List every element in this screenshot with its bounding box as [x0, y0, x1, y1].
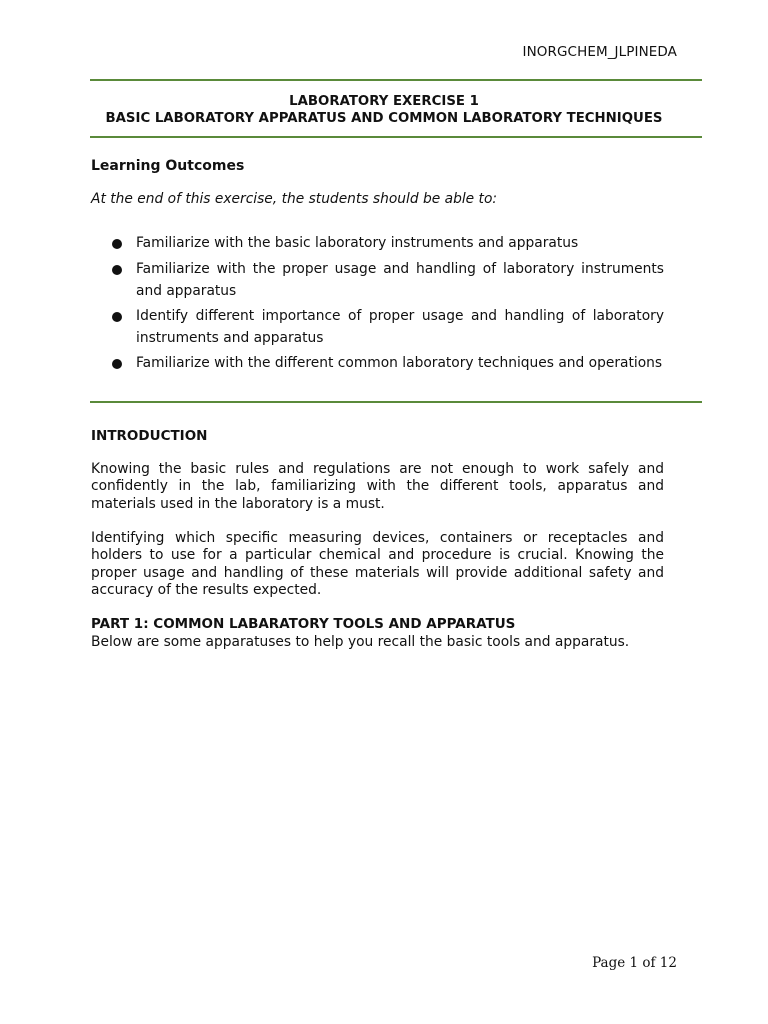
- learning-outcomes-list: [112, 232, 664, 377]
- list-item: [112, 352, 664, 374]
- introduction-heading: INTRODUCTION: [91, 428, 208, 444]
- list-item-text: Familiarize with the proper usage and handling of laboratory instruments and apparatus: [136, 261, 664, 299]
- exercise-title-line2: BASIC LABORATORY APPARATUS AND COMMON LABORATORY TECHNIQUES: [105, 111, 663, 126]
- document-header-code: INORGCHEM_JLPINEDA: [522, 44, 677, 60]
- bullet-icon: [112, 265, 122, 275]
- list-item-text: Familiarize with the different common laboratory techniques and operations: [136, 355, 663, 371]
- list-item: [112, 258, 664, 302]
- page-number: Page 1 of 12: [592, 955, 677, 971]
- list-item: [112, 305, 664, 349]
- introduction-paragraph-2: Identifying which specific measuring devices, containers or receptacles and holders to use for a particular chemical and procedure is crucial. Knowing the proper usage and handling of these materials will provide additional safety and accuracy of the results expected.: [91, 530, 664, 598]
- bullet-icon: [112, 239, 122, 249]
- top-rule: [90, 79, 702, 81]
- list-item-text: Identify different importance of proper usage and handling of laboratory instruments and apparatus: [136, 308, 664, 346]
- list-item: [112, 232, 664, 254]
- list-item-text: Familiarize with the basic laboratory instruments and apparatus: [136, 235, 579, 251]
- introduction-paragraph-1: Knowing the basic rules and regulations are not enough to work safely and confidently in the lab, familiarizing with the different tools, apparatus and materials used in the laboratory is a must.: [91, 461, 664, 512]
- learning-outcomes-heading: Learning Outcomes: [91, 158, 245, 174]
- title-rule: [90, 136, 702, 138]
- exercise-title-line1: LABORATORY EXERCISE 1: [289, 94, 479, 109]
- bullet-icon: [112, 359, 122, 369]
- part1-text: Below are some apparatuses to help you recall the basic tools and apparatus.: [91, 634, 630, 650]
- section-rule: [90, 401, 702, 403]
- exercise-title: [90, 93, 678, 127]
- part1-heading: PART 1: COMMON LABARATORY TOOLS AND APPARATUS: [91, 616, 516, 632]
- bullet-icon: [112, 312, 122, 322]
- learning-outcomes-lead: At the end of this exercise, the students should be able to:: [91, 191, 498, 207]
